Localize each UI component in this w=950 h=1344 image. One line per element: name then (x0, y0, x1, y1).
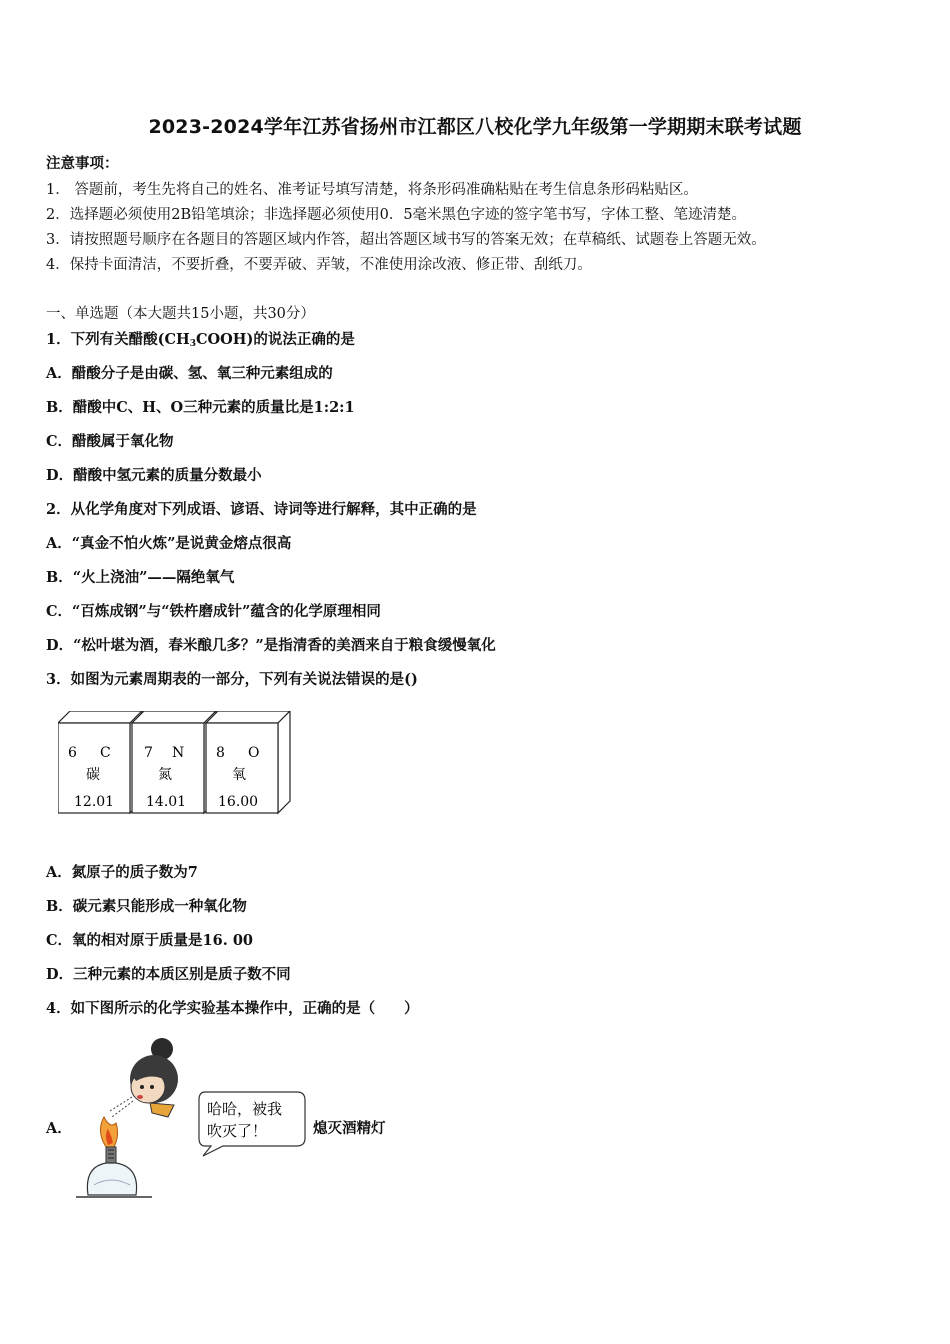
element-name: 氧 (232, 767, 246, 783)
element-name: 氮 (158, 767, 172, 783)
question-2-option-c[interactable]: C．“百炼成钢”与“铁杵磨成针”蕴含的化学原理相同 (46, 603, 381, 620)
element-cell-carbon (58, 711, 142, 813)
question-3-stem: 3．如图为元素周期表的一部分，下列有关说法错误的是() (46, 671, 418, 688)
question-1-option-d[interactable]: D．醋酸中氢元素的质量分数最小 (46, 467, 262, 484)
question-1-stem: 1．下列有关醋酸$(CH_3COOH)$的说法正确的是 (46, 331, 355, 349)
question-2-option-d[interactable]: D．“松叶堪为酒，春米酿几多？”是指清香的美酒来自于粮食缓慢氧化 (46, 637, 496, 654)
element-symbol: O (248, 745, 260, 761)
question-3-option-c[interactable]: C．氧的相对原于质量是16. 00 (46, 932, 253, 949)
section-heading: 一、单选题（本大题共15小题，共30分） (46, 306, 315, 322)
question-3-option-a[interactable]: A．氮原子的质子数为7 (46, 864, 198, 881)
question-1-option-b[interactable]: B．醋酸中C、H、O三种元素的质量比是1:2:1 (46, 399, 355, 416)
element-symbol: N (172, 745, 185, 761)
question-2-option-b[interactable]: B．“火上浇油”——隔绝氧气 (46, 569, 235, 586)
question-1-option-a[interactable]: A．醋酸分子是由碳、氢、氧三种元素组成的 (46, 365, 333, 382)
question-1-option-c[interactable]: C．醋酸属于氧化物 (46, 433, 174, 450)
element-mass: 12.01 (74, 794, 115, 810)
element-number: 7 (144, 745, 153, 761)
speech-bubble (195, 1088, 310, 1158)
note-item: 3．请按照题号顺序在各题目的答题区域内作答，超出答题区域书写的答案无效；在草稿纸、试题卷上答题无效。 (46, 232, 766, 248)
exam-title: 2023-2024学年江苏省扬州市江都区八校化学九年级第一学期期末联考试题 (148, 116, 802, 138)
element-cell-nitrogen (132, 711, 216, 813)
question-4-option-a-label[interactable]: A． (46, 1120, 72, 1137)
speech-line-1: 哈哈，被我 (207, 1100, 283, 1118)
question-3-option-d[interactable]: D．三种元素的本质区别是质子数不同 (46, 966, 291, 983)
element-mass: 16.00 (218, 794, 259, 810)
question-3-option-b[interactable]: B．碳元素只能形成一种氧化物 (46, 898, 247, 915)
notes-heading: 注意事项： (46, 155, 119, 172)
element-cell-oxygen (206, 711, 290, 813)
element-symbol: C (100, 745, 111, 761)
question-4-stem: 4．如下图所示的化学实验基本操作中，正确的是（ ） (46, 1000, 419, 1017)
note-item: 2．选择题必须使用2B铅笔填涂；非选择题必须使用0．5毫米黑色字迹的签字笔书写，字体工整、笔迹清楚。 (46, 207, 747, 223)
note-item: 4．保持卡面清洁，不要折叠，不要弄破、弄皱，不准使用涂改液、修正带、刮纸刀。 (46, 257, 592, 273)
blowing-lamp-illustration (70, 1035, 190, 1205)
periodic-table-figure (58, 711, 298, 821)
question-4-option-a-caption: 熄灭酒精灯 (313, 1120, 386, 1137)
question-2-stem: 2．从化学角度对下列成语、谚语、诗词等进行解释，其中正确的是 (46, 501, 477, 518)
element-mass: 14.01 (146, 794, 187, 810)
element-name: 碳 (86, 767, 100, 783)
note-item: 1． 答题前，考生先将自己的姓名、准考证号填写清楚，将条形码准确粘贴在考生信息条形码粘贴区。 (46, 182, 698, 198)
speech-line-2: 吹灭了！ (207, 1122, 268, 1140)
question-2-option-a[interactable]: A．“真金不怕火炼”是说黄金熔点很高 (46, 535, 292, 552)
element-number: 6 (68, 745, 77, 761)
element-number: 8 (216, 745, 225, 761)
